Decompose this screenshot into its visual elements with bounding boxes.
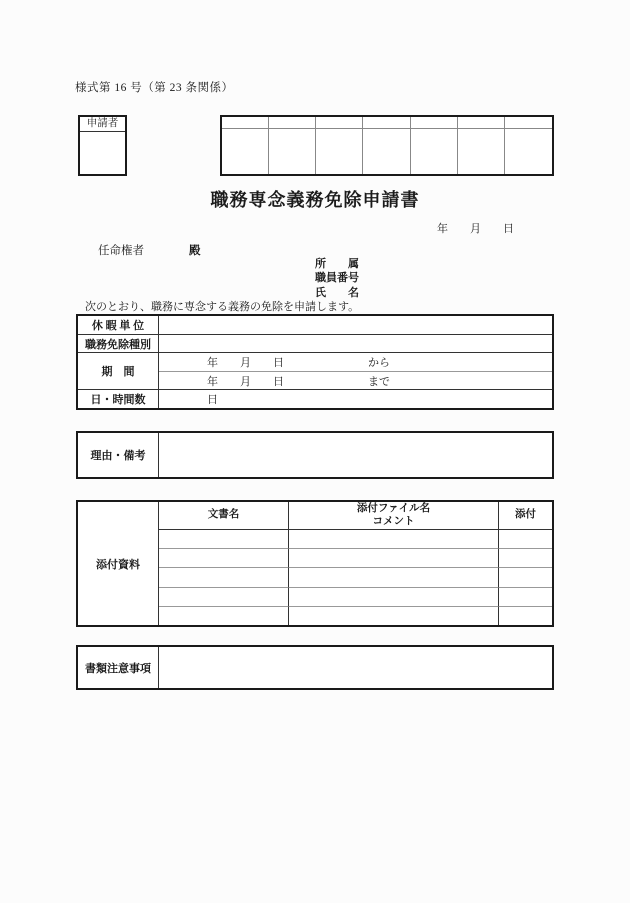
approval-grid-stamp-cell[interactable] — [411, 129, 458, 174]
days-hours-label: 日・時間数 — [78, 389, 159, 408]
form-number-label: 様式第 16 号（第 23 条関係） — [75, 82, 234, 94]
approval-grid-stamp-cell[interactable] — [363, 129, 410, 174]
date-field[interactable]: 年 月 日 — [437, 223, 514, 235]
approval-grid-header-cell[interactable] — [222, 117, 269, 129]
attachments-grid — [159, 502, 552, 625]
identity-block — [315, 257, 359, 300]
applicant-stamp-area[interactable] — [80, 132, 125, 173]
request-table — [76, 314, 554, 410]
attachment-file-comment-cell[interactable] — [289, 567, 499, 586]
attachment-attach-cell[interactable] — [499, 548, 552, 567]
attachment-file-header-line1: 添付ファイル名 — [356, 503, 431, 514]
applicant-stamp-box — [78, 115, 127, 176]
approval-stamp-grid — [220, 115, 554, 176]
document-notes-label: 書類注意事項 — [78, 647, 159, 688]
attachment-file-comment-cell[interactable] — [289, 529, 499, 548]
period-from-date[interactable]: 年 月 日 — [207, 357, 284, 369]
leave-unit-label: 休 暇 単 位 — [78, 316, 159, 334]
approval-grid-stamp-cell[interactable] — [458, 129, 505, 174]
approval-grid-header-cell[interactable] — [363, 117, 410, 129]
applicant-box-label: 申請者 — [80, 117, 125, 132]
attachment-attach-cell[interactable] — [499, 606, 552, 625]
attachment-attach-cell[interactable] — [499, 529, 552, 548]
attachment-attach-cell[interactable] — [499, 587, 552, 606]
attachment-file-header — [289, 502, 499, 529]
attachment-doc-name-cell[interactable] — [159, 548, 289, 567]
attachment-doc-name-cell[interactable] — [159, 587, 289, 606]
page-title: 職務専念義務免除申請書 — [210, 190, 420, 210]
period-to-date[interactable]: 年 月 日 — [207, 375, 284, 388]
approval-grid-header-cell[interactable] — [316, 117, 363, 129]
attachment-doc-name-cell[interactable] — [159, 606, 289, 625]
reason-remarks-box — [76, 431, 554, 479]
approval-grid-stamp-cell[interactable] — [269, 129, 316, 174]
attachment-file-comment-cell[interactable] — [289, 548, 499, 567]
days-hours-unit: 日 — [207, 394, 218, 406]
period-from-field[interactable] — [159, 352, 552, 371]
name-label: 氏 名 — [315, 286, 359, 299]
reason-remarks-field[interactable] — [159, 433, 552, 477]
approval-grid-header-cell[interactable] — [458, 117, 505, 129]
attachment-doc-name-cell[interactable] — [159, 567, 289, 586]
doc-name-header: 文書名 — [159, 502, 289, 529]
attachments-table — [76, 500, 554, 627]
attachment-doc-name-cell[interactable] — [159, 529, 289, 548]
period-to-field[interactable] — [159, 371, 552, 389]
intro-text: 次のとおり、職務に専念する義務の免除を申請します。 — [85, 301, 360, 313]
employee-number-label: 職員番号 — [315, 272, 359, 285]
honorific-label: 殿 — [189, 245, 201, 257]
period-from-suffix: から — [368, 357, 390, 369]
attachment-file-header-line2: コメント — [372, 515, 415, 527]
attach-header: 添付 — [515, 509, 536, 521]
approval-grid-header-cell[interactable] — [505, 117, 552, 129]
reason-remarks-label: 理由・備考 — [78, 433, 159, 477]
approval-grid-stamp-cell[interactable] — [505, 129, 552, 174]
period-to-suffix: まで — [368, 375, 390, 388]
attachment-file-comment-cell[interactable] — [289, 587, 499, 606]
duty-exemption-type-label: 職務免除種別 — [78, 334, 159, 352]
approval-grid-stamp-cell[interactable] — [222, 129, 269, 174]
affiliation-label: 所 属 — [315, 258, 359, 270]
duty-exemption-type-field[interactable] — [159, 334, 552, 352]
document-notes-box — [76, 645, 554, 690]
leave-unit-field[interactable] — [159, 316, 552, 334]
attachment-file-comment-cell[interactable] — [289, 606, 499, 625]
approval-grid-stamp-cell[interactable] — [316, 129, 363, 174]
approval-grid-header-cell[interactable] — [411, 117, 458, 129]
appointing-authority-label: 任命権者 — [98, 245, 144, 257]
approval-grid-header-cell[interactable] — [269, 117, 316, 129]
period-label: 期 間 — [78, 352, 159, 389]
attachment-attach-cell[interactable] — [499, 567, 552, 586]
document-notes-field[interactable] — [159, 647, 552, 688]
attachments-label: 添付資料 — [78, 502, 159, 625]
days-hours-field[interactable] — [159, 389, 552, 408]
addressee-line — [98, 242, 201, 258]
